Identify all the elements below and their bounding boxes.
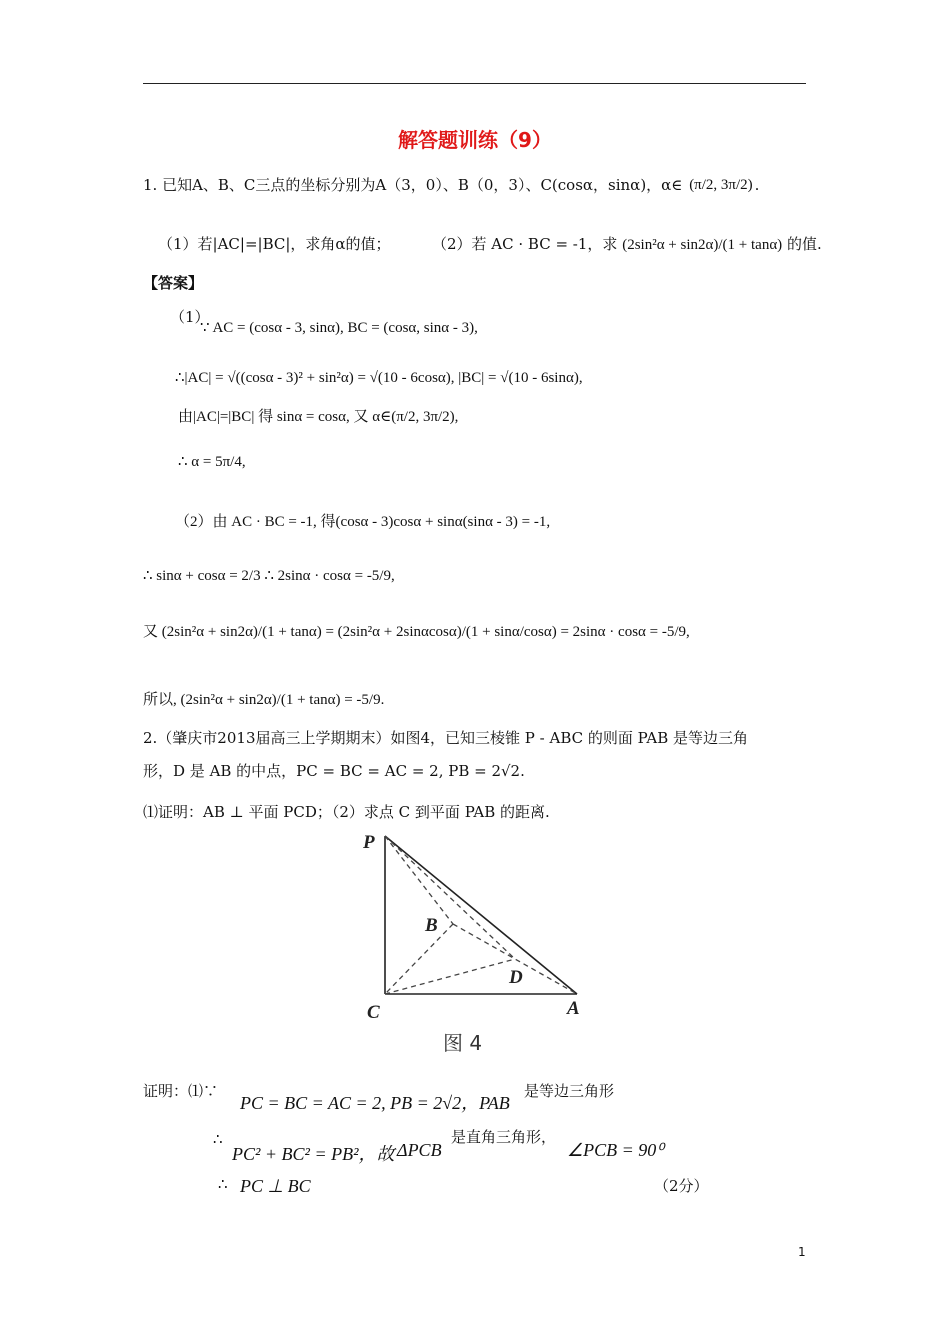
edge-pb bbox=[385, 836, 453, 924]
proof-line1c: 是等边三角形 bbox=[524, 1082, 615, 1100]
proof-score: （2分） bbox=[654, 1177, 709, 1195]
s2-line2: ∴ sinα + cosα = 2/3 ∴ 2sinα · cosα = -5/9, bbox=[143, 568, 395, 584]
s1-line3: 由|AC|=|BC| 得 sinα = cosα, 又 α∈(π/2, 3π/2), bbox=[178, 409, 459, 425]
label-a: A bbox=[567, 998, 580, 1019]
s2-line4: 所以, (2sin²α + sin2α)/(1 + tanα) = -5/9. bbox=[143, 692, 385, 708]
q2-line2: 形，D 是 AB 的中点，PC = BC = AC = 2, PB = 2√2. bbox=[143, 762, 525, 780]
edge-pd bbox=[385, 836, 515, 959]
edge-bc bbox=[385, 924, 453, 994]
proof-line2c: ΔPCB bbox=[397, 1140, 442, 1160]
proof-line3a: ∴ bbox=[218, 1175, 228, 1193]
page-number: 1 bbox=[798, 1245, 806, 1259]
s1-line4: ∴ α = 5π/4, bbox=[178, 454, 246, 470]
header-rule bbox=[143, 83, 806, 84]
s1-line2: ∴|AC| = √((cosα - 3)² + sin²α) = √(10 - 6cosα), |BC| = √(10 - 6sinα), bbox=[175, 370, 583, 386]
label-d: D bbox=[509, 967, 523, 988]
q1-part2-suffix: 的值. bbox=[786, 235, 822, 253]
proof-line2a: ∴ bbox=[213, 1130, 223, 1148]
proof-line1a: 证明：⑴∵ bbox=[143, 1082, 219, 1100]
figure-caption: 图 4 bbox=[443, 1031, 483, 1055]
label-p: P bbox=[363, 832, 375, 853]
proof-line1b: PC = BC = AC = 2, PB = 2√2，PAB bbox=[240, 1093, 510, 1113]
label-b: B bbox=[425, 915, 438, 936]
answer-label: 【答案】 bbox=[143, 274, 204, 292]
s2-line1: （2）由 AC · BC = -1, 得(cosα - 3)cosα + sinα(sinα - 3) = -1, bbox=[175, 514, 551, 530]
s1-line1: ∵ AC = (cosα - 3, sinα), BC = (cosα, sinα - 3), bbox=[200, 320, 478, 336]
page-title: 解答题训练（9） bbox=[398, 128, 552, 152]
proof-line3b: PC ⊥ BC bbox=[240, 1176, 311, 1196]
edge-pa bbox=[385, 836, 577, 994]
q1-interval bbox=[689, 177, 752, 194]
s1-label: （1） bbox=[170, 308, 210, 326]
s2-line3: 又 (2sin²α + sin2α)/(1 + tanα) = (2sin²α + 2sinαcosα)/(1 + sinα/cosα) = 2sinα · cosα = -5/9, bbox=[143, 624, 690, 640]
q1-stem-text: 1. 已知A、B、C三点的坐标分别为A（3，0）、B（0，3）、C(cosα，sinα)，α∈ bbox=[143, 176, 683, 194]
q1-part2-expr: (2sin²α + sin2α)/(1 + tanα) bbox=[622, 237, 783, 253]
q1-part2-prefix: （2）若 AC · BC = -1，求 bbox=[432, 235, 618, 253]
q1-stem: 1. 已知A、B、C三点的坐标分别为A（3，0）、B（0，3）、C(cosα，sinα)，α∈ (π/2, 3π/2) . bbox=[143, 176, 760, 194]
proof-line2b: PC² + BC² = PB²，故 bbox=[232, 1144, 395, 1164]
q2-line1: 2.（肇庆市2013届高三上学期期末）如图4，已知三棱锥 P - ABC 的则面 PAB 是等边三角 bbox=[143, 729, 748, 747]
q1-interval-display: (π/2, 3π/2) bbox=[689, 177, 753, 194]
proof-line2d: 是直角三角形， bbox=[451, 1128, 557, 1146]
q1-part1: （1）若|AC|=|BC|，求角α的值； bbox=[158, 235, 391, 253]
edge-cd bbox=[385, 959, 515, 994]
q2-line3: ⑴证明：AB ⊥ 平面 PCD；（2）求点 C 到平面 PAB 的距离. bbox=[143, 803, 550, 821]
label-c: C bbox=[367, 1002, 380, 1023]
tetrahedron-figure bbox=[355, 826, 595, 1026]
proof-line2e: ∠PCB = 90⁰ bbox=[567, 1140, 664, 1160]
q1-part2 bbox=[432, 233, 822, 254]
